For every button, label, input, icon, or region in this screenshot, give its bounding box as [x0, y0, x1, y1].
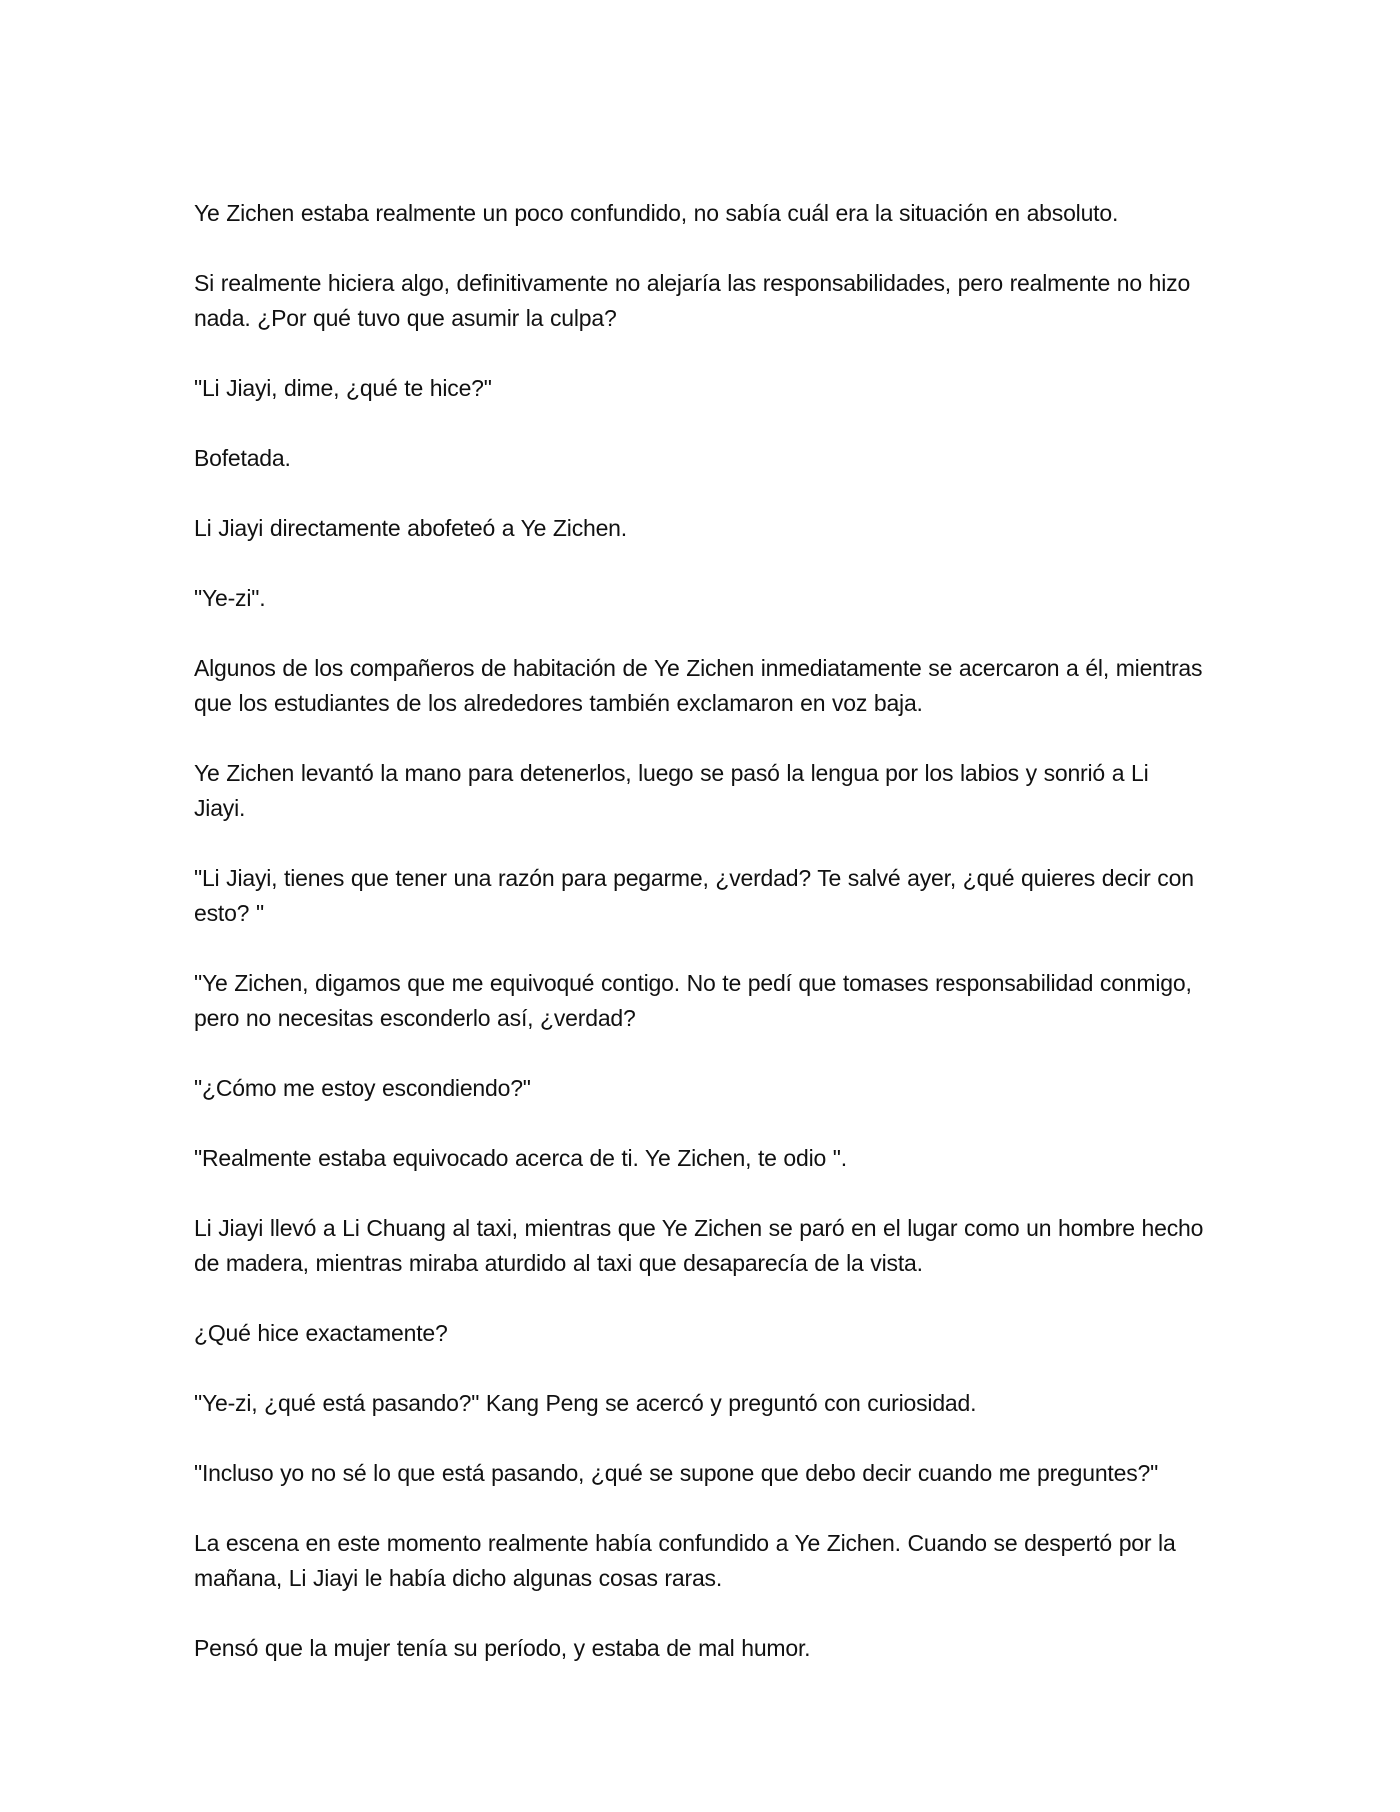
paragraph: "Li Jiayi, dime, ¿qué te hice?"	[194, 375, 492, 401]
paragraph: "Ye-zi, ¿qué está pasando?" Kang Peng se acercó y preguntó con curiosidad.	[194, 1390, 977, 1416]
paragraph: "Li Jiayi, tienes que tener una razón para pegarme, ¿verdad? Te salvé ayer, ¿qué quieres decir con esto? "	[194, 865, 1194, 926]
paragraph: "Realmente estaba equivocado acerca de ti. Ye Zichen, te odio ".	[194, 1145, 847, 1171]
paragraph: Li Jiayi llevó a Li Chuang al taxi, mientras que Ye Zichen se paró en el lugar como un hombre hecho de madera, mientras miraba aturdido al taxi que desaparecía de la vista.	[194, 1215, 1204, 1276]
paragraph: "Incluso yo no sé lo que está pasando, ¿qué se supone que debo decir cuando me preguntes?"	[194, 1460, 1159, 1486]
paragraph: Ye Zichen levantó la mano para detenerlos, luego se pasó la lengua por los labios y sonrió a Li Jiayi.	[194, 760, 1149, 821]
paragraph: Bofetada.	[194, 445, 291, 471]
paragraph: Pensó que la mujer tenía su período, y estaba de mal humor.	[194, 1635, 811, 1661]
document-body	[194, 196, 1204, 1701]
paragraph: Li Jiayi directamente abofeteó a Ye Zichen.	[194, 515, 627, 541]
paragraph: La escena en este momento realmente había confundido a Ye Zichen. Cuando se despertó por la mañana, Li Jiayi le había dicho algunas cosas raras.	[194, 1530, 1176, 1591]
paragraph: "Ye-zi".	[194, 585, 266, 611]
paragraph: "Ye Zichen, digamos que me equivoqué contigo. No te pedí que tomases responsabilidad conmigo, pero no necesitas esconderlo así, ¿verdad?	[194, 970, 1192, 1031]
paragraph: "¿Cómo me estoy escondiendo?"	[194, 1075, 531, 1101]
paragraph: Algunos de los compañeros de habitación de Ye Zichen inmediatamente se acercaron a él, mientras que los estudiantes de los alrededores también exclamaron en voz baja.	[194, 655, 1203, 716]
paragraph: Ye Zichen estaba realmente un poco confundido, no sabía cuál era la situación en absoluto.	[194, 200, 1119, 226]
paragraph: ¿Qué hice exactamente?	[194, 1320, 448, 1346]
paragraph: Si realmente hiciera algo, definitivamente no alejaría las responsabilidades, pero realmente no hizo nada. ¿Por qué tuvo que asumir la culpa?	[194, 270, 1191, 331]
